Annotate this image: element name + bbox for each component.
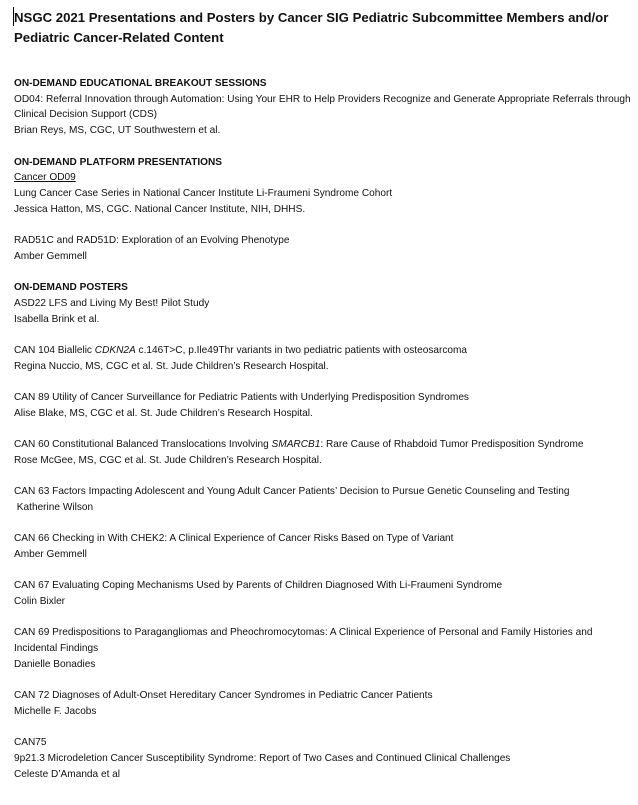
can63-title: CAN 63 Factors Impacting Adolescent and Young Adult Cancer Patients’ Decision to Pursue Genetic Counseling and Testing	[14, 486, 570, 498]
can69-title: CAN 69 Predispositions to Paragangliomas and Pheochromocytomas: A Clinical Experience of Personal and Family Histories and Incidental Findings	[14, 627, 593, 655]
document-title: NSGC 2021 Presentations and Posters by Cancer SIG Pediatric Subcommittee Members and/or Pediatric Cancer-Related Content	[14, 10, 609, 45]
can66-title: CAN 66 Checking in With CHEK2: A Clinical Experience of Cancer Risks Based on Type of Variant	[14, 533, 454, 545]
can60-title	[14, 437, 634, 453]
can104-title-prefix: CAN 104 Biallelic	[14, 344, 95, 356]
od04-authors: Brian Reys, MS, CGC, UT Southwestern et al.	[14, 125, 221, 137]
section-heading-platform: ON-DEMAND PLATFORM PRESENTATIONS	[14, 156, 223, 168]
can75-authors: Celeste D’Amanda et al	[14, 768, 121, 780]
can75-title: 9p21.3 Microdeletion Cancer Susceptibility Syndrome: Report of Two Cases and Continued Clinical Challenges	[14, 753, 511, 765]
can60-title-prefix: CAN 60 Constitutional Balanced Translocations Involving	[14, 439, 272, 451]
can104-title-suffix: c.146T>C, p.Ile49Thr variants in two pediatric patients with osteosarcoma	[135, 344, 468, 356]
can104-gene: CDKN2A	[94, 344, 136, 356]
can60-title-suffix: : Rare Cause of Rhabdoid Tumor Predisposition Syndrome	[320, 439, 584, 451]
can72-title: CAN 72 Diagnoses of Adult-Onset Hereditary Cancer Syndromes in Pediatric Cancer Patients	[14, 690, 433, 702]
can66-authors: Amber Gemmell	[14, 548, 87, 560]
can69-authors: Danielle Bonadies	[14, 658, 96, 670]
can67-authors: Colin Bixler	[14, 596, 66, 608]
platform-2-title: RAD51C and RAD51D: Exploration of an Evolving Phenotype	[14, 235, 290, 246]
platform-1-title: Lung Cancer Case Series in National Cancer Institute Li-Fraumeni Syndrome Cohort	[14, 187, 393, 199]
can89-title: CAN 89 Utility of Cancer Surveillance for Pediatric Patients with Underlying Predisposition Syndromes	[14, 391, 469, 403]
platform-2-authors: Amber Gemmell	[14, 250, 87, 262]
can89-authors: Alise Blake, MS, CGC et al. St. Jude Children’s Research Hospital.	[14, 407, 313, 419]
can75-label: CAN75	[14, 737, 47, 749]
od04-title: OD04: Referral Innovation through Automation: Using Your EHR to Help Providers Recognize and Generate Appropriate Referrals through Clinical Decision Support (CDS)	[14, 93, 631, 121]
can72-authors: Michelle F. Jacobs	[14, 705, 97, 717]
section-heading-posters: ON-DEMAND POSTERS	[14, 282, 128, 294]
cancer-od09-label: Cancer OD09	[14, 172, 76, 184]
asd22-authors: Isabella Brink et al.	[14, 313, 100, 325]
can60-authors: Rose McGee, MS, CGC et al. St. Jude Children’s Research Hospital.	[14, 454, 322, 466]
platform-1-authors: Jessica Hatton, MS, CGC. National Cancer Institute, NIH, DHHS.	[14, 203, 306, 215]
can60-gene: SMARCB1	[271, 439, 321, 451]
document-body	[14, 76, 634, 782]
asd22-title: ASD22 LFS and Living My Best! Pilot Study	[14, 297, 210, 309]
section-heading-breakout: ON-DEMAND EDUCATIONAL BREAKOUT SESSIONS	[14, 78, 267, 89]
can67-title: CAN 67 Evaluating Coping Mechanisms Used by Parents of Children Diagnosed With Li-Fraumeni Syndrome	[14, 580, 503, 592]
can104-authors: Regina Nuccio, MS, CGC et al. St. Jude Children’s Research Hospital.	[14, 360, 329, 372]
can104-title	[14, 343, 634, 359]
can63-authors: Katherine Wilson	[14, 501, 94, 513]
